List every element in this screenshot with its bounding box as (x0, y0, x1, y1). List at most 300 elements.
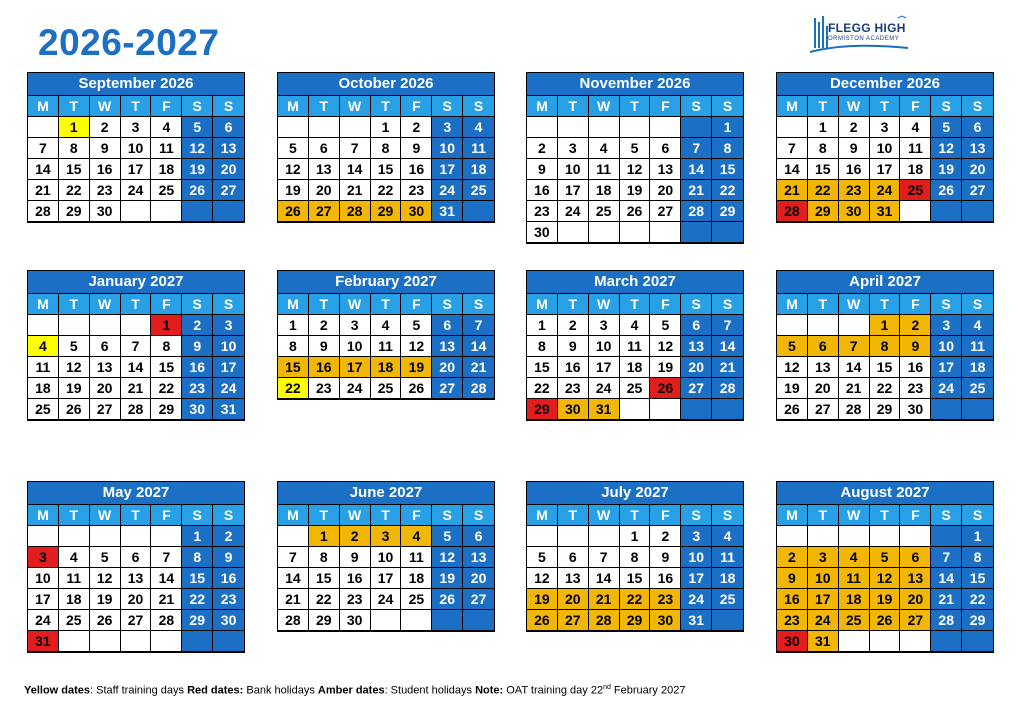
empty-cell (681, 222, 712, 243)
weekday-header: F (401, 294, 432, 315)
empty-cell (931, 631, 962, 652)
day-cell: 10 (121, 138, 152, 159)
day-cell: 8 (808, 138, 839, 159)
day-cell: 27 (90, 399, 121, 420)
month-calendar (776, 481, 994, 653)
day-cell: 7 (463, 315, 494, 336)
day-cell: 8 (620, 547, 651, 568)
empty-cell (839, 631, 870, 652)
weekday-header: T (121, 294, 152, 315)
page-title: 2026-2027 (38, 22, 220, 63)
day-cell: 14 (28, 159, 59, 180)
day-cell: 3 (432, 117, 463, 138)
month-days-grid (777, 294, 993, 420)
day-cell: 28 (340, 201, 371, 222)
day-cell: 5 (650, 315, 681, 336)
day-cell: 10 (28, 568, 59, 589)
day-cell: 21 (931, 589, 962, 610)
month-title: September 2026 (28, 73, 244, 96)
day-cell: 25 (712, 589, 743, 610)
day-cell: 7 (340, 138, 371, 159)
day-cell: 11 (401, 547, 432, 568)
day-cell: 12 (401, 336, 432, 357)
empty-cell (620, 399, 651, 420)
day-cell: 15 (182, 568, 213, 589)
day-cell: 21 (278, 589, 309, 610)
day-cell: 19 (931, 159, 962, 180)
day-cell: 29 (712, 201, 743, 222)
day-cell: 27 (962, 180, 993, 201)
legend-footer (24, 684, 685, 697)
legend-amber-text: : Student holidays (384, 684, 476, 697)
weekday-header: S (712, 294, 743, 315)
day-cell: 28 (712, 378, 743, 399)
empty-cell (59, 315, 90, 336)
day-cell: 5 (90, 547, 121, 568)
day-cell: 13 (90, 357, 121, 378)
empty-cell (28, 117, 59, 138)
day-cell: 26 (777, 399, 808, 420)
day-cell: 5 (59, 336, 90, 357)
day-cell: 4 (620, 315, 651, 336)
day-cell: 1 (278, 315, 309, 336)
day-cell: 15 (870, 357, 901, 378)
day-cell: 24 (340, 378, 371, 399)
day-cell: 29 (527, 399, 558, 420)
day-cell: 11 (463, 138, 494, 159)
weekday-header: M (527, 96, 558, 117)
day-cell: 18 (401, 568, 432, 589)
month-calendar (776, 270, 994, 421)
day-cell: 7 (839, 336, 870, 357)
weekday-header: S (182, 96, 213, 117)
day-cell: 11 (59, 568, 90, 589)
weekday-header: T (121, 96, 152, 117)
day-cell: 11 (151, 138, 182, 159)
day-cell: 19 (777, 378, 808, 399)
day-cell: 28 (28, 201, 59, 222)
day-cell: 28 (151, 610, 182, 631)
day-cell: 2 (839, 117, 870, 138)
day-cell: 15 (962, 568, 993, 589)
empty-cell (59, 526, 90, 547)
empty-cell (432, 610, 463, 631)
day-cell: 4 (589, 138, 620, 159)
day-cell: 4 (839, 547, 870, 568)
weekday-header: F (900, 294, 931, 315)
day-cell: 29 (371, 201, 402, 222)
month-title: July 2027 (527, 482, 743, 505)
empty-cell (90, 526, 121, 547)
day-cell: 16 (650, 568, 681, 589)
empty-cell (182, 201, 213, 222)
month-days-grid (278, 96, 494, 222)
day-cell: 14 (121, 357, 152, 378)
day-cell: 19 (620, 180, 651, 201)
weekday-header: T (620, 505, 651, 526)
weekday-header: F (650, 96, 681, 117)
day-cell: 10 (432, 138, 463, 159)
month-days-grid (278, 505, 494, 631)
day-cell: 17 (28, 589, 59, 610)
day-cell: 18 (839, 589, 870, 610)
empty-cell (839, 315, 870, 336)
day-cell: 10 (371, 547, 402, 568)
day-cell: 9 (182, 336, 213, 357)
day-cell: 15 (59, 159, 90, 180)
day-cell: 14 (712, 336, 743, 357)
day-cell: 13 (962, 138, 993, 159)
day-cell: 5 (401, 315, 432, 336)
day-cell: 1 (808, 117, 839, 138)
day-cell: 2 (213, 526, 244, 547)
day-cell: 25 (28, 399, 59, 420)
day-cell: 26 (870, 610, 901, 631)
day-cell: 3 (558, 138, 589, 159)
empty-cell (650, 399, 681, 420)
day-cell: 14 (463, 336, 494, 357)
day-cell: 11 (371, 336, 402, 357)
day-cell: 4 (59, 547, 90, 568)
weekday-header: F (650, 505, 681, 526)
empty-cell (900, 631, 931, 652)
day-cell: 16 (527, 180, 558, 201)
month-calendar (277, 270, 495, 400)
day-cell: 27 (681, 378, 712, 399)
day-cell: 26 (620, 201, 651, 222)
day-cell: 1 (371, 117, 402, 138)
empty-cell (589, 526, 620, 547)
empty-cell (182, 631, 213, 652)
day-cell: 29 (182, 610, 213, 631)
day-cell: 30 (340, 610, 371, 631)
legend-red-text: Bank holidays (243, 684, 318, 697)
day-cell: 14 (681, 159, 712, 180)
day-cell: 14 (777, 159, 808, 180)
weekday-header: F (900, 505, 931, 526)
day-cell: 15 (712, 159, 743, 180)
weekday-header: T (59, 96, 90, 117)
month-title: April 2027 (777, 271, 993, 294)
day-cell: 20 (432, 357, 463, 378)
month-title: May 2027 (28, 482, 244, 505)
empty-cell (371, 610, 402, 631)
month-calendar (27, 481, 245, 653)
day-cell: 29 (309, 610, 340, 631)
weekday-header: W (90, 505, 121, 526)
day-cell: 28 (839, 399, 870, 420)
weekday-header: S (712, 505, 743, 526)
day-cell: 30 (558, 399, 589, 420)
day-cell: 29 (808, 201, 839, 222)
weekday-header: M (777, 96, 808, 117)
day-cell: 26 (59, 399, 90, 420)
empty-cell (962, 631, 993, 652)
day-cell: 30 (650, 610, 681, 631)
weekday-header: W (839, 96, 870, 117)
empty-cell (340, 117, 371, 138)
weekday-header: M (278, 294, 309, 315)
day-cell: 1 (59, 117, 90, 138)
day-cell: 30 (527, 222, 558, 243)
weekday-header: M (28, 505, 59, 526)
legend-yellow-label: Yellow dates (24, 684, 91, 697)
empty-cell (931, 526, 962, 547)
day-cell: 12 (278, 159, 309, 180)
day-cell: 27 (650, 201, 681, 222)
day-cell: 30 (182, 399, 213, 420)
legend-note-sup: nd (603, 684, 611, 691)
day-cell: 22 (962, 589, 993, 610)
day-cell: 11 (620, 336, 651, 357)
weekday-header: T (371, 96, 402, 117)
day-cell: 18 (59, 589, 90, 610)
day-cell: 7 (589, 547, 620, 568)
day-cell: 1 (527, 315, 558, 336)
day-cell: 3 (870, 117, 901, 138)
day-cell: 8 (151, 336, 182, 357)
day-cell: 27 (309, 201, 340, 222)
day-cell: 16 (182, 357, 213, 378)
weekday-header: F (151, 294, 182, 315)
day-cell: 19 (432, 568, 463, 589)
weekday-header: F (900, 96, 931, 117)
month-title: December 2026 (777, 73, 993, 96)
day-cell: 14 (340, 159, 371, 180)
day-cell: 23 (309, 378, 340, 399)
day-cell: 20 (808, 378, 839, 399)
day-cell: 16 (90, 159, 121, 180)
day-cell: 6 (808, 336, 839, 357)
day-cell: 5 (278, 138, 309, 159)
day-cell: 18 (712, 568, 743, 589)
day-cell: 24 (870, 180, 901, 201)
day-cell: 20 (463, 568, 494, 589)
weekday-header: F (401, 96, 432, 117)
day-cell: 19 (650, 357, 681, 378)
day-cell: 25 (401, 589, 432, 610)
day-cell: 6 (900, 547, 931, 568)
day-cell: 17 (432, 159, 463, 180)
weekday-header: S (681, 96, 712, 117)
day-cell: 18 (620, 357, 651, 378)
day-cell: 16 (213, 568, 244, 589)
day-cell: 5 (527, 547, 558, 568)
day-cell: 1 (151, 315, 182, 336)
day-cell: 5 (620, 138, 651, 159)
day-cell: 6 (432, 315, 463, 336)
empty-cell (121, 526, 152, 547)
day-cell: 21 (463, 357, 494, 378)
day-cell: 13 (558, 568, 589, 589)
day-cell: 12 (650, 336, 681, 357)
month-title: October 2026 (278, 73, 494, 96)
weekday-header: S (463, 96, 494, 117)
day-cell: 4 (28, 336, 59, 357)
day-cell: 6 (121, 547, 152, 568)
empty-cell (712, 610, 743, 631)
empty-cell (620, 117, 651, 138)
empty-cell (620, 222, 651, 243)
empty-cell (90, 631, 121, 652)
day-cell: 30 (90, 201, 121, 222)
day-cell: 1 (712, 117, 743, 138)
day-cell: 19 (59, 378, 90, 399)
day-cell: 23 (650, 589, 681, 610)
month-calendar (277, 481, 495, 632)
day-cell: 26 (432, 589, 463, 610)
day-cell: 27 (900, 610, 931, 631)
day-cell: 24 (432, 180, 463, 201)
empty-cell (527, 117, 558, 138)
day-cell: 12 (182, 138, 213, 159)
day-cell: 10 (340, 336, 371, 357)
day-cell: 23 (839, 180, 870, 201)
day-cell: 15 (527, 357, 558, 378)
legend-note-text: OAT training day 22 (503, 684, 604, 697)
day-cell: 4 (463, 117, 494, 138)
day-cell: 6 (962, 117, 993, 138)
day-cell: 10 (589, 336, 620, 357)
weekday-header: S (712, 96, 743, 117)
day-cell: 16 (340, 568, 371, 589)
day-cell: 20 (309, 180, 340, 201)
day-cell: 13 (808, 357, 839, 378)
day-cell: 24 (371, 589, 402, 610)
weekday-header: T (309, 294, 340, 315)
weekday-header: T (371, 294, 402, 315)
day-cell: 12 (90, 568, 121, 589)
day-cell: 31 (432, 201, 463, 222)
weekday-header: S (213, 294, 244, 315)
weekday-header: S (182, 294, 213, 315)
month-days-grid (777, 505, 993, 652)
day-cell: 20 (90, 378, 121, 399)
empty-cell (962, 201, 993, 222)
empty-cell (808, 526, 839, 547)
day-cell: 15 (620, 568, 651, 589)
day-cell: 7 (278, 547, 309, 568)
day-cell: 23 (182, 378, 213, 399)
day-cell: 8 (712, 138, 743, 159)
day-cell: 30 (900, 399, 931, 420)
day-cell: 17 (340, 357, 371, 378)
month-title: June 2027 (278, 482, 494, 505)
empty-cell (121, 631, 152, 652)
weekday-header: S (681, 294, 712, 315)
day-cell: 9 (340, 547, 371, 568)
day-cell: 11 (962, 336, 993, 357)
day-cell: 2 (777, 547, 808, 568)
day-cell: 12 (59, 357, 90, 378)
day-cell: 11 (839, 568, 870, 589)
month-calendar (776, 72, 994, 223)
empty-cell (777, 117, 808, 138)
day-cell: 28 (681, 201, 712, 222)
day-cell: 17 (931, 357, 962, 378)
day-cell: 15 (371, 159, 402, 180)
day-cell: 4 (712, 526, 743, 547)
empty-cell (712, 222, 743, 243)
day-cell: 24 (558, 201, 589, 222)
weekday-header: T (558, 505, 589, 526)
day-cell: 27 (558, 610, 589, 631)
day-cell: 20 (213, 159, 244, 180)
day-cell: 28 (121, 399, 152, 420)
day-cell: 2 (900, 315, 931, 336)
day-cell: 31 (808, 631, 839, 652)
day-cell: 24 (589, 378, 620, 399)
weekday-header: M (28, 294, 59, 315)
day-cell: 22 (870, 378, 901, 399)
day-cell: 30 (777, 631, 808, 652)
day-cell: 17 (870, 159, 901, 180)
day-cell: 31 (681, 610, 712, 631)
day-cell: 21 (589, 589, 620, 610)
day-cell: 3 (340, 315, 371, 336)
day-cell: 29 (870, 399, 901, 420)
month-calendar (27, 72, 245, 223)
day-cell: 20 (558, 589, 589, 610)
day-cell: 12 (931, 138, 962, 159)
day-cell: 27 (808, 399, 839, 420)
day-cell: 31 (589, 399, 620, 420)
month-days-grid (527, 505, 743, 631)
day-cell: 11 (900, 138, 931, 159)
day-cell: 10 (681, 547, 712, 568)
weekday-header: W (340, 294, 371, 315)
weekday-header: W (839, 505, 870, 526)
day-cell: 17 (121, 159, 152, 180)
day-cell: 26 (401, 378, 432, 399)
day-cell: 27 (432, 378, 463, 399)
weekday-header: T (808, 294, 839, 315)
day-cell: 18 (900, 159, 931, 180)
day-cell: 10 (870, 138, 901, 159)
day-cell: 5 (870, 547, 901, 568)
day-cell: 14 (278, 568, 309, 589)
weekday-header: M (777, 505, 808, 526)
day-cell: 25 (151, 180, 182, 201)
day-cell: 5 (432, 526, 463, 547)
weekday-header: T (808, 96, 839, 117)
empty-cell (213, 201, 244, 222)
logo-subtitle: ORMISTON ACADEMY (828, 36, 900, 42)
weekday-header: T (870, 294, 901, 315)
day-cell: 2 (650, 526, 681, 547)
day-cell: 18 (962, 357, 993, 378)
day-cell: 12 (432, 547, 463, 568)
day-cell: 8 (59, 138, 90, 159)
day-cell: 13 (650, 159, 681, 180)
day-cell: 9 (401, 138, 432, 159)
empty-cell (931, 399, 962, 420)
day-cell: 25 (620, 378, 651, 399)
day-cell: 22 (808, 180, 839, 201)
legend-yellow-text: : Staff training days (90, 684, 188, 697)
empty-cell (681, 399, 712, 420)
day-cell: 17 (558, 180, 589, 201)
weekday-header: W (90, 294, 121, 315)
weekday-header: T (620, 96, 651, 117)
month-days-grid (28, 505, 244, 652)
day-cell: 15 (151, 357, 182, 378)
weekday-header: W (589, 505, 620, 526)
month-title: March 2027 (527, 271, 743, 294)
day-cell: 15 (309, 568, 340, 589)
day-cell: 22 (712, 180, 743, 201)
day-cell: 7 (28, 138, 59, 159)
